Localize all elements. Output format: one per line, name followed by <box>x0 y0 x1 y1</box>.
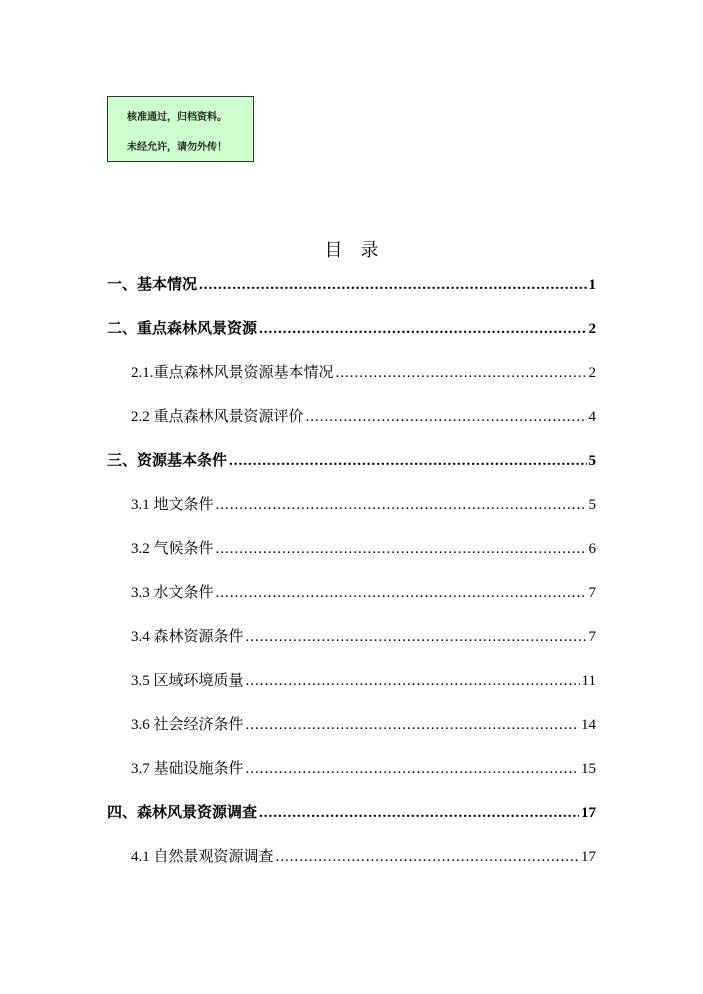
toc-dot-leader <box>216 583 587 603</box>
toc-dot-leader <box>259 319 586 339</box>
toc-entry-key-forest-scenery[interactable] <box>107 318 596 338</box>
toc-entry-3-7[interactable] <box>131 758 596 778</box>
toc-page-number: 5 <box>588 453 596 469</box>
toc-entry-label: 3.7 基础设施条件 <box>131 759 244 777</box>
approval-notice-box <box>107 96 254 162</box>
toc-entry-3-2[interactable] <box>131 538 596 558</box>
toc-page-number: 11 <box>581 673 596 689</box>
toc-entry-2-1[interactable] <box>131 362 596 382</box>
toc-page-number: 5 <box>588 497 596 513</box>
toc-dot-leader <box>216 495 587 515</box>
toc-entry-label: 3.2 气候条件 <box>131 539 214 557</box>
toc-dot-leader <box>216 539 587 559</box>
toc-entry-resource-conditions[interactable] <box>107 450 596 470</box>
toc-page-number: 1 <box>588 277 596 293</box>
toc-page-number: 17 <box>581 805 596 821</box>
toc-dot-leader <box>199 275 586 295</box>
toc-entry-label: 3.4 森林资源条件 <box>131 627 244 645</box>
toc-dot-leader <box>246 759 579 779</box>
toc-entry-basic-situation[interactable] <box>107 274 596 294</box>
toc-page-number: 4 <box>588 409 596 425</box>
toc-entry-3-6[interactable] <box>131 714 596 734</box>
toc-dot-leader <box>306 407 587 427</box>
toc-entry-label: 3.6 社会经济条件 <box>131 715 244 733</box>
toc-entry-3-5[interactable] <box>131 670 596 690</box>
toc-entry-label: 2.2 重点森林风景资源评价 <box>131 407 304 425</box>
toc-dot-leader <box>259 803 579 823</box>
toc-entry-3-3[interactable] <box>131 582 596 602</box>
toc-entry-label: 三、资源基本条件 <box>107 451 228 469</box>
toc-entry-label: 3.5 区域环境质量 <box>131 671 244 689</box>
toc-entry-label: 二、重点森林风景资源 <box>107 319 258 337</box>
toc-dot-leader <box>336 363 587 383</box>
toc-page-number: 2 <box>588 365 596 381</box>
notice-line-confidential: 未经允许，请勿外传！ <box>127 142 227 153</box>
toc-entry-4-1[interactable] <box>131 846 596 866</box>
toc-entry-label: 3.1 地文条件 <box>131 495 214 513</box>
toc-entry-3-1[interactable] <box>131 494 596 514</box>
toc-entry-label: 2.1.重点森林风景资源基本情况 <box>131 363 334 381</box>
toc-entry-label: 一、基本情况 <box>107 275 198 293</box>
toc-dot-leader <box>276 847 579 867</box>
toc-page-number: 7 <box>588 629 596 645</box>
toc-entry-3-4[interactable] <box>131 626 596 646</box>
toc-dot-leader <box>229 451 586 471</box>
toc-page-number: 14 <box>581 717 596 733</box>
toc-title: 目录 <box>324 240 397 261</box>
toc-dot-leader <box>246 627 587 647</box>
toc-entry-label: 3.3 水文条件 <box>131 583 214 601</box>
toc-page-number: 17 <box>581 849 596 865</box>
notice-line-approved: 核准通过，归档资料。 <box>127 112 227 123</box>
toc-entry-label: 四、森林风景资源调查 <box>107 803 258 821</box>
toc-page-number: 15 <box>581 761 596 777</box>
toc-entry-label: 4.1 自然景观资源调查 <box>131 847 274 865</box>
toc-page-number: 6 <box>588 541 596 557</box>
toc-page-number: 7 <box>588 585 596 601</box>
toc-dot-leader <box>246 715 579 735</box>
toc-dot-leader <box>246 671 580 691</box>
toc-page-number: 2 <box>588 321 596 337</box>
toc-entry-forest-scenery-survey[interactable] <box>107 802 596 822</box>
toc-entry-2-2[interactable] <box>131 406 596 426</box>
